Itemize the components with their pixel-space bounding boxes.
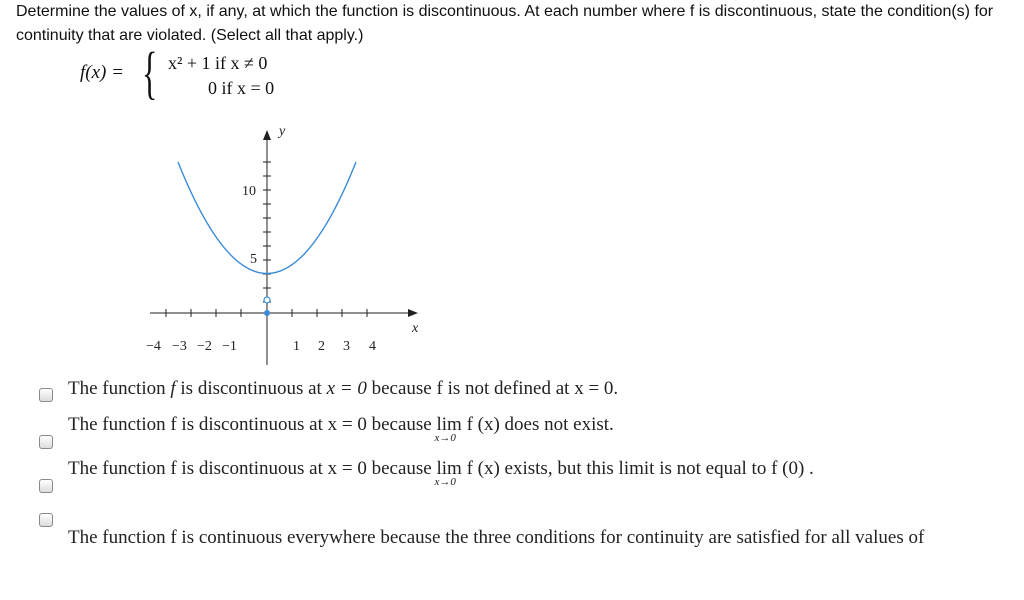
- point-at-origin: [264, 310, 270, 316]
- option-not-defined[interactable]: [0, 378, 1024, 418]
- function-case-1: x² + 1 if x ≠ 0: [168, 53, 268, 73]
- checkbox[interactable]: [39, 479, 53, 493]
- x-tick-label: −4: [146, 339, 161, 354]
- option-label: The function f is discontinuous at x = 0 because lim x→0 f (x) exists, but this limit is not equal to f (0) .: [68, 458, 814, 488]
- function-graph: [140, 120, 430, 365]
- y-axis-arrow: [263, 130, 271, 140]
- option-label: The function f is continuous everywhere because the three conditions for continuity are satisfied for all values of: [68, 527, 925, 548]
- checkbox[interactable]: [39, 435, 53, 449]
- piecewise-brace: {: [142, 40, 158, 105]
- x-tick-label: −2: [197, 339, 212, 354]
- x-tick-label: 4: [369, 339, 376, 354]
- x-tick-label: 1: [293, 339, 300, 354]
- checkbox[interactable]: [39, 388, 53, 402]
- y-axis-label: y: [279, 124, 286, 139]
- x-tick-label: 3: [343, 339, 350, 354]
- x-tick-label: 2: [318, 339, 325, 354]
- function-case-2: 0 if x = 0: [208, 78, 275, 98]
- x-tick-label: −3: [172, 339, 187, 354]
- option-continuous-everywhere[interactable]: [0, 510, 1024, 550]
- y-tick-label: 5: [250, 252, 257, 267]
- x-axis-label: x: [412, 321, 419, 336]
- hole-point: [264, 297, 270, 303]
- option-label: The function f is discontinuous at x = 0 because f is not defined at x = 0.: [68, 378, 619, 399]
- checkbox[interactable]: [39, 513, 53, 527]
- x-axis-arrow: [408, 309, 418, 317]
- question-text: Determine the values of x, if any, at which the function is discontinuous. At each number where f is discontinuous, state the condition(s) for continuity that are violated. (Select all that apply.): [16, 3, 994, 44]
- option-limit-not-exist[interactable]: [0, 414, 1024, 454]
- x-tick-label: −1: [222, 339, 237, 354]
- y-tick-label: 10: [242, 184, 256, 199]
- function-lhs: f(x) =: [80, 62, 124, 83]
- option-label: The function f is discontinuous at x = 0 because lim x→0 f (x) does not exist.: [68, 414, 614, 444]
- option-limit-not-equal[interactable]: [0, 458, 1024, 498]
